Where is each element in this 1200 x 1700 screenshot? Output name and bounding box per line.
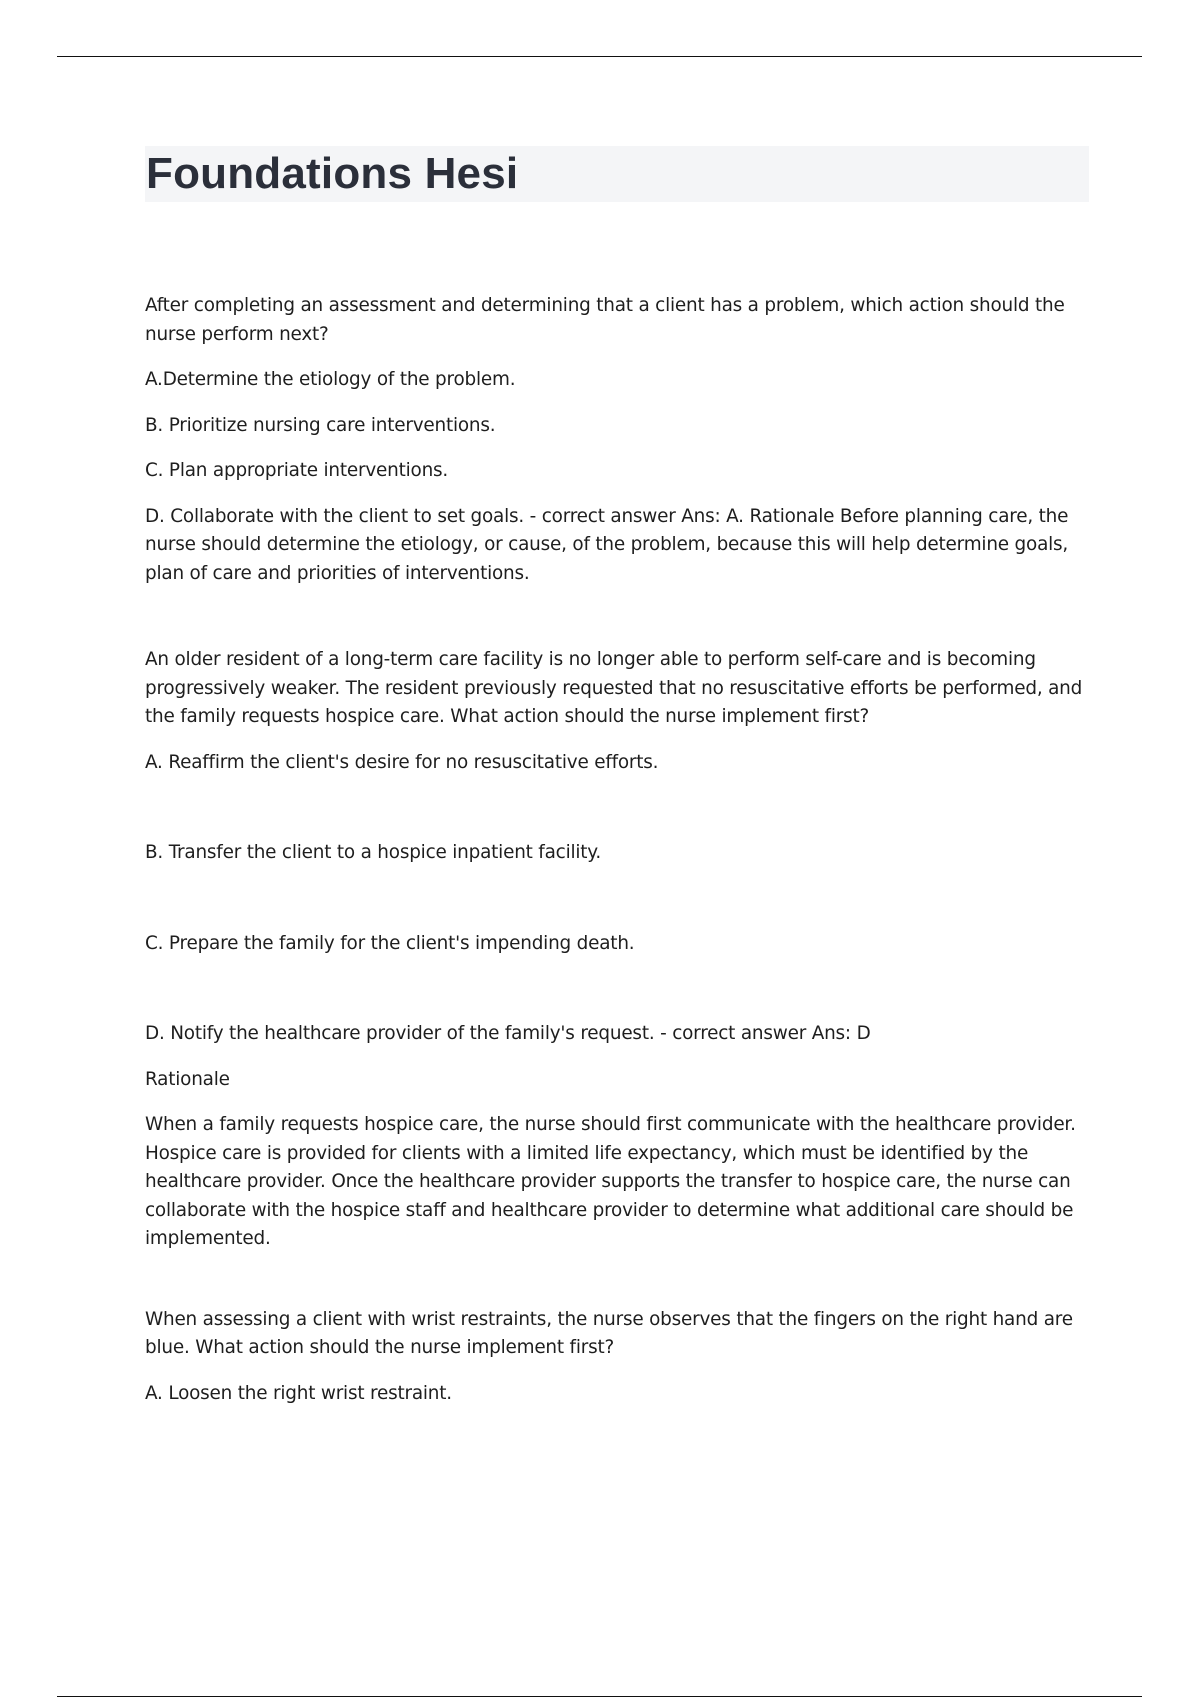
question-stem: When assessing a client with wrist restraints, the nurse observes that the fingers on the right hand are blue. What action should the nurse implement first? [145,1308,1073,1358]
question-stem: After completing an assessment and determining that a client has a problem, which action should the nurse perform next? [145,295,1065,345]
answer-option-c: C. Prepare the family for the client's impending death. [145,932,635,954]
answer-option-a: A. Loosen the right wrist restraint. [145,1382,452,1404]
answer-option-b: B. Transfer the client to a hospice inpatient facility. [145,842,602,863]
rationale-text: When a family requests hospice care, the nurse should first communicate with the healthcare provider. Hospice care is provided for clients with a limited life expectancy, which must be identified by the healthcare provider. Once the healthcare provider supports the transfer to hospice care, the nurse can collaborate with the hospice staff and healthcare provider to determine what additional care should be implemented. [145,1114,1076,1249]
title-banner [145,146,1089,202]
answer-option-d-with-rationale: D. Collaborate with the client to set goals. - correct answer Ans: A. Rationale Before planning care, the nurse should determine the etiology, or cause, of the problem, because this will help determine goals, plan of care and priorities of interventions. [145,505,1069,584]
answer-option-a: A. Reaffirm the client's desire for no resuscitative efforts. [145,751,659,773]
bottom-divider [57,1696,1142,1697]
question-stem: An older resident of a long-term care facility is no longer able to perform self-care and is becoming progressively weaker. The resident previously requested that no resuscitative efforts be performed, and the family requests hospice care. What action should the nurse implement first? [145,649,1083,727]
answer-option-a: A.Determine the etiology of the problem. [145,369,516,390]
document-title: Foundations Hesi [146,149,519,198]
answer-option-c: C. Plan appropriate interventions. [145,460,449,481]
document-body [145,146,1089,1425]
rationale-heading: Rationale [145,1068,230,1090]
question-1 [145,292,1089,588]
question-3 [145,1306,1089,1409]
answer-option-d: D. Notify the healthcare provider of the family's request. - correct answer Ans: D [145,1023,871,1044]
question-2 [145,646,1089,1254]
top-divider [57,56,1142,57]
answer-option-b: B. Prioritize nursing care interventions. [145,414,496,436]
